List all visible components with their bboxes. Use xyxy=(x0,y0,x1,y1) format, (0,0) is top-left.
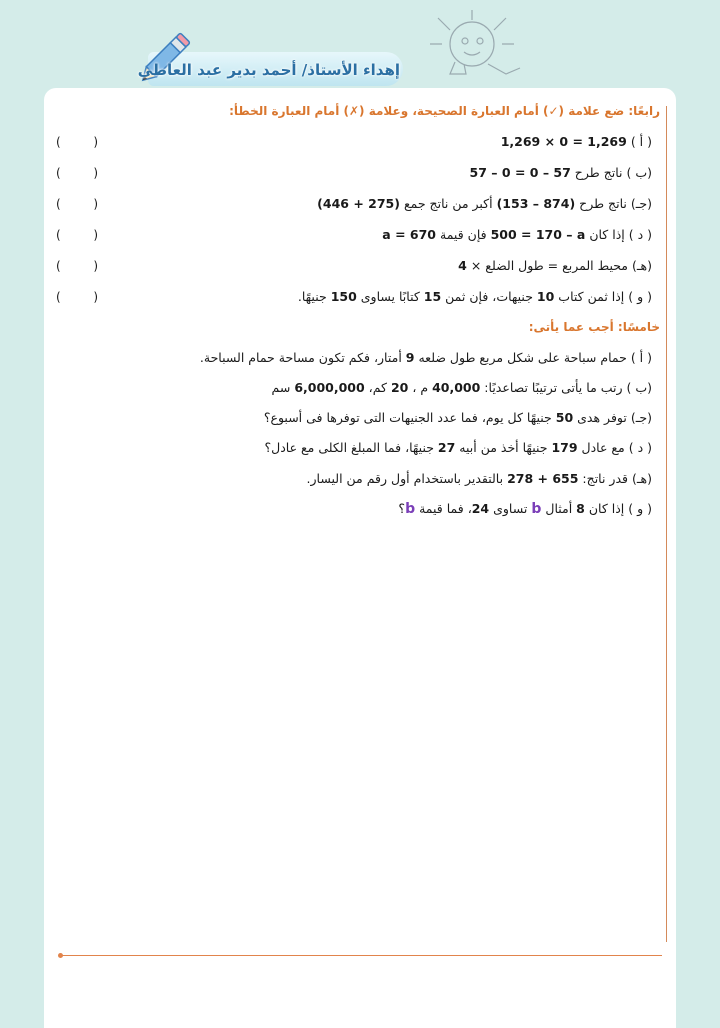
math-expression: 8 xyxy=(576,501,585,516)
item-label: (هـ) xyxy=(628,258,652,273)
math-expression: 15 xyxy=(423,289,442,304)
section5-item-b xyxy=(272,380,652,395)
math-expression: 20 xyxy=(390,380,409,395)
item-text: فإن قيمة xyxy=(436,227,491,242)
bottom-rule-dot xyxy=(58,953,63,958)
item-label: ( و ) xyxy=(624,289,652,304)
item-text: ناتج طرح xyxy=(575,196,627,211)
section5-item-f xyxy=(398,501,652,517)
math-expression: 50 xyxy=(555,410,574,425)
math-expression: 500 = 170 – a xyxy=(490,227,586,242)
section4-heading: رابعًا: ضع علامة (✓) أمام العبارة الصحيحة، وعلامة (✗) أمام العبارة الخطأ: xyxy=(229,104,660,118)
answer-blank-f[interactable]: ( ) xyxy=(56,290,98,304)
item-text: ، فما قيمة xyxy=(415,501,472,516)
math-expression: 4 xyxy=(458,258,467,273)
section4-item-e xyxy=(458,258,652,273)
bottom-rule xyxy=(60,955,662,956)
item-label: ( و ) xyxy=(624,501,652,516)
item-text: ؟ xyxy=(398,501,406,516)
item-text: م ، xyxy=(408,380,433,395)
answer-blank-a[interactable]: ( ) xyxy=(56,135,98,149)
section5-item-e xyxy=(307,471,652,486)
math-expression: 10 xyxy=(536,289,555,304)
section4-item-b xyxy=(470,165,652,180)
math-expression: 57 – 0 = 0 – 57 xyxy=(469,165,571,180)
item-label: ( أ ) xyxy=(626,350,652,365)
math-expression: 6,000,000 xyxy=(294,380,365,395)
item-label: ( أ ) xyxy=(626,134,652,149)
item-text: أكبر من ناتج جمع xyxy=(399,196,497,211)
math-expression: 278 + 655 xyxy=(507,471,579,486)
answer-blank-c[interactable]: ( ) xyxy=(56,197,98,211)
item-text: جنيهًا. xyxy=(297,289,331,304)
item-text: أمتار، فكم تكون مساحة حمام السباحة. xyxy=(199,350,406,365)
lightbulb-character-icon xyxy=(410,8,530,86)
section5-item-c xyxy=(264,410,652,425)
item-label: (جـ) xyxy=(626,196,652,211)
section5-heading: خامسًا: أجب عما يأتى: xyxy=(528,320,660,334)
item-text: تساوى xyxy=(489,501,532,516)
answer-blank-e[interactable]: ( ) xyxy=(56,259,98,273)
item-text: محيط المربع = طول الضلع × xyxy=(466,258,629,273)
item-text: إذا كان xyxy=(584,501,625,516)
item-text: جنيهًا أخذ من أبيه xyxy=(455,440,552,455)
section4-item-c xyxy=(317,196,652,211)
math-expression: 179 xyxy=(551,440,578,455)
margin-line xyxy=(666,106,667,942)
math-expression: 27 xyxy=(437,440,456,455)
math-expression: 24 xyxy=(471,501,490,516)
item-label: ( د ) xyxy=(624,227,652,242)
item-text: سم xyxy=(271,380,295,395)
item-text: رتب ما يأتى ترتيبًا تصاعديًا: xyxy=(480,380,623,395)
section4-item-a xyxy=(501,134,652,149)
item-text: حمام سباحة على شكل مربع طول ضلعه xyxy=(414,350,627,365)
item-text: أمثال xyxy=(541,501,577,516)
item-text: جنيهًا كل يوم، فما عدد الجنيهات التى توفرها فى أسبوع؟ xyxy=(263,410,556,425)
variable-symbol: b xyxy=(405,501,416,517)
math-expression: 150 xyxy=(330,289,357,304)
section5-item-d xyxy=(264,440,652,455)
item-label: (ب ) xyxy=(622,165,652,180)
item-text: مع عادل xyxy=(577,440,625,455)
item-label: ( د ) xyxy=(624,440,652,455)
item-text: كتابًا يساوى xyxy=(356,289,424,304)
item-text: إذا ثمن كتاب xyxy=(554,289,625,304)
variable-symbol: b xyxy=(531,501,542,517)
item-text: إذا كان xyxy=(585,227,625,242)
math-expression: (446 + 275) xyxy=(317,196,400,211)
header-title: إهداء الأستاذ/ أحمد بدير عبد العاطى xyxy=(137,61,400,79)
item-label: (جـ) xyxy=(626,410,652,425)
section4-item-f xyxy=(298,289,652,304)
item-text: كم، xyxy=(364,380,391,395)
math-expression: 9 xyxy=(405,350,415,365)
item-label: (هـ) xyxy=(628,471,652,486)
answer-blank-d[interactable]: ( ) xyxy=(56,228,98,242)
math-expression: 40,000 xyxy=(432,380,481,395)
math-expression: a = 670 xyxy=(382,227,437,242)
answer-blank-b[interactable]: ( ) xyxy=(56,166,98,180)
item-label: (ب ) xyxy=(622,380,652,395)
item-text: جنيهات، فإن ثمن xyxy=(441,289,537,304)
section4-item-d xyxy=(382,227,652,242)
item-text: ناتج طرح xyxy=(570,165,623,180)
item-text: بالتقدير باستخدام أول رقم من اليسار. xyxy=(306,471,508,486)
math-expression: (153 – 874) xyxy=(496,196,576,211)
math-expression: 1,269 × 0 = 1,269 xyxy=(500,134,627,149)
item-text: جنيهًا، فما المبلغ الكلى مع عادل؟ xyxy=(264,440,438,455)
section5-item-a xyxy=(200,350,652,365)
item-text: قدر ناتج: xyxy=(578,471,629,486)
item-text: توفر هدى xyxy=(573,410,627,425)
